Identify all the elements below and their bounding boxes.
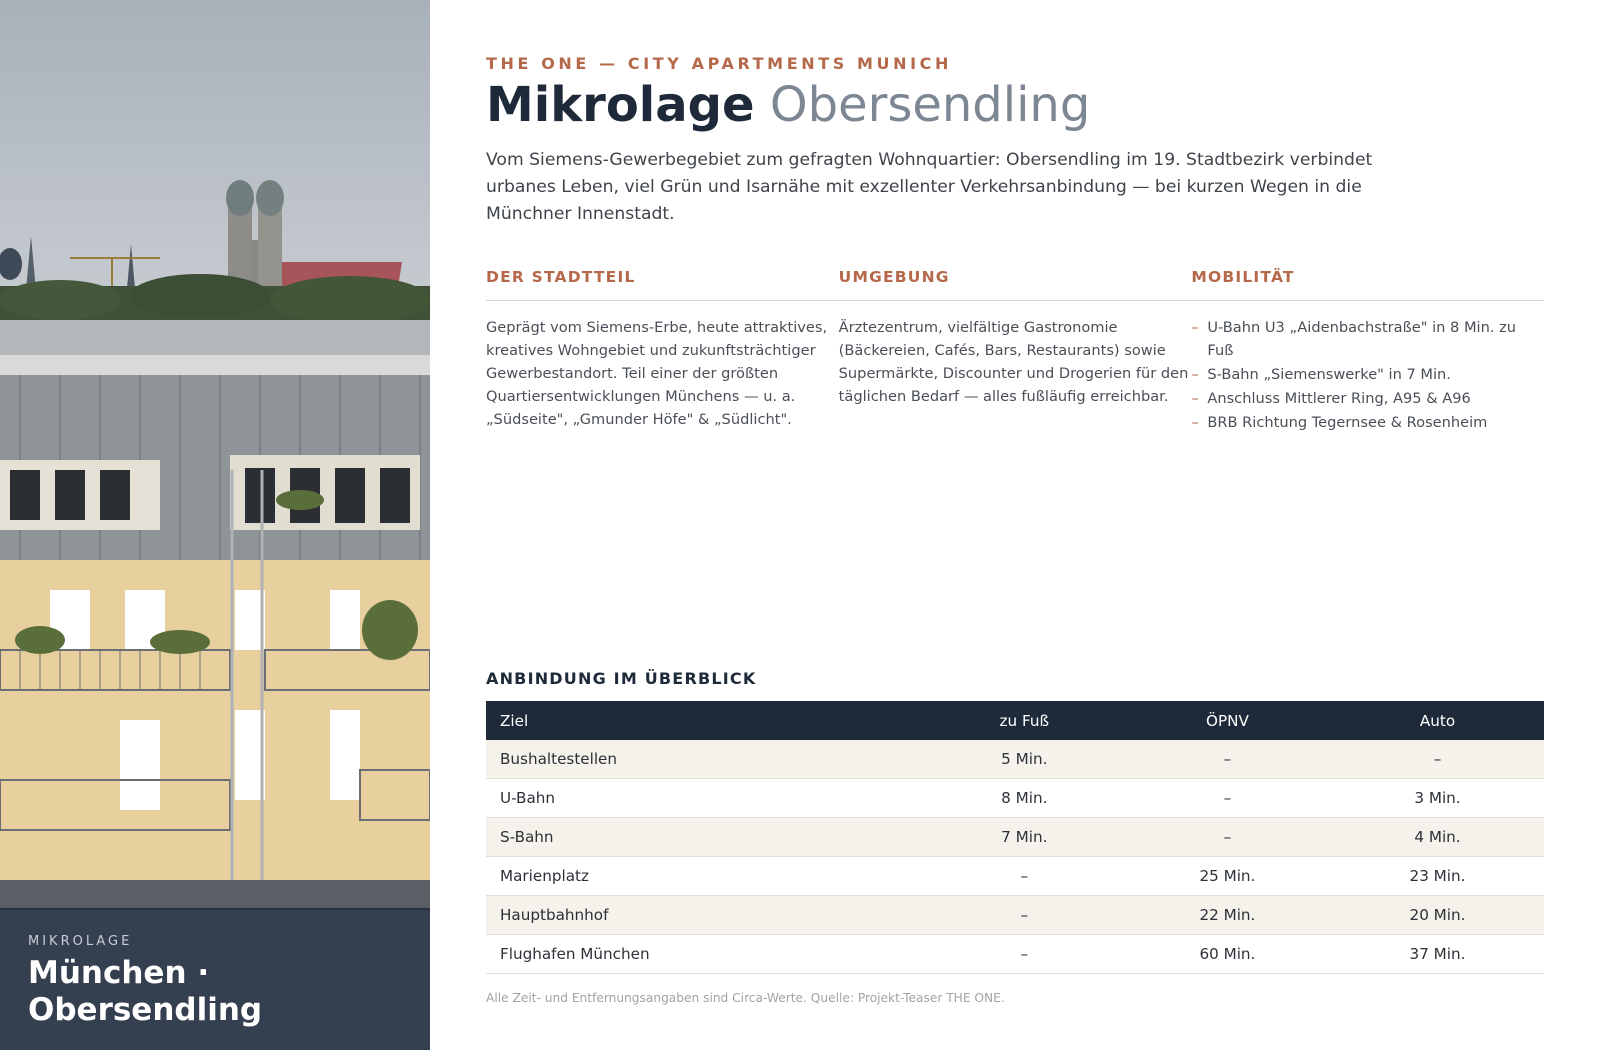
bullet-dash: – [1191,414,1199,431]
cell-car: – [1331,740,1544,779]
heading-umgebung: UMGEBUNG [838,268,950,286]
mobility-item [1191,316,1544,362]
cell-car: 4 Min. [1331,818,1544,857]
photo-kicker: MIKROLAGE [28,934,133,949]
info-column-bodies [486,316,1544,435]
cell-walk: – [925,857,1124,896]
mobility-item-text: U-Bahn U3 „Aidenbachstraße" in 8 Min. zu Fuß [1207,319,1517,359]
cell-car: 3 Min. [1331,779,1544,818]
mobility-item [1191,411,1544,434]
table-header-row [486,701,1544,740]
cell-car: 37 Min. [1331,935,1544,974]
cell-destination: S-Bahn [486,818,925,857]
mobility-item [1191,387,1544,410]
cell-transit: – [1124,740,1331,779]
mobility-list [1191,316,1544,434]
mobility-item [1191,363,1544,386]
column-header-zu-fuss: zu Fuß [925,701,1124,740]
mobility-item-text: Anschluss Mittlerer Ring, A95 & A96 [1207,390,1471,407]
heading-mobilitaet: MOBILITÄT [1191,268,1295,286]
cell-car: 23 Min. [1331,857,1544,896]
source-footnote: Alle Zeit- und Entfernungsangaben sind Circa-Werte. Quelle: Projekt-Teaser THE ONE. [486,991,1005,1005]
cell-transit: – [1124,779,1331,818]
mobility-list-wrapper [1191,316,1544,435]
cell-destination: Marienplatz [486,857,925,896]
cell-transit: 25 Min. [1124,857,1331,896]
info-columns [486,268,1544,435]
text-stadtteil: Geprägt vom Siemens-Erbe, heute attraktives, kreatives Wohngebiet und zukunftsträchtiger Gewerbestandort. Teil einer der größten Quartiersentwicklungen Münchens — u. a. „Südseite", „Gmunder Höfe" & „Südlicht". [486,319,828,428]
page-title-light: Obersendling [769,77,1091,133]
cell-transit: 22 Min. [1124,896,1331,935]
page-title [486,76,1090,134]
column-header-auto: Auto [1331,701,1544,740]
bullet-dash: – [1191,319,1199,336]
cell-destination: Flughafen München [486,935,925,974]
info-column-headings [486,268,1544,301]
mobility-item-text: S-Bahn „Siemenswerke" in 7 Min. [1207,366,1451,383]
cell-destination: U-Bahn [486,779,925,818]
table-row [486,896,1544,935]
table-row [486,935,1544,974]
cell-walk: – [925,935,1124,974]
obersendling-skyline-illustration [0,0,430,1050]
connections-heading: ANBINDUNG IM ÜBERBLICK [486,669,757,688]
location-photo [0,0,430,1050]
heading-stadtteil: DER STADTTEIL [486,268,636,286]
intro-paragraph: Vom Siemens-Gewerbegebiet zum gefragten Wohnquartier: Obersendling im 19. Stadtbezirk verbindet urbanes Leben, viel Grün und Isarnähe mit exzellenter Verkehrsanbindung — bei kurzen Wegen in die Münchner Innenstadt. [486,150,1373,224]
page-title-strong: Mikrolage [486,77,755,133]
cell-transit: – [1124,818,1331,857]
cell-destination: Bushaltestellen [486,740,925,779]
table-row [486,740,1544,779]
table-row [486,818,1544,857]
mobility-item-text: BRB Richtung Tegernsee & Rosenheim [1207,414,1488,431]
connections-table [486,701,1544,974]
column-header-oepnv: ÖPNV [1124,701,1331,740]
table-row [486,779,1544,818]
bullet-dash: – [1191,366,1199,383]
cell-walk: 7 Min. [925,818,1124,857]
cell-walk: 5 Min. [925,740,1124,779]
photo-caption [0,908,430,1050]
table-row [486,857,1544,896]
bullet-dash: – [1191,390,1199,407]
photo-place-name: München · Obersendling [28,955,263,1028]
cell-walk: 8 Min. [925,779,1124,818]
text-umgebung: Ärztezentrum, vielfältige Gastronomie (Bäckereien, Cafés, Bars, Restaurants) sowie Supermärkte, Discounter und Drogerien für den täglichen Bedarf — alles fußläufig erreichbar. [838,319,1189,405]
project-eyebrow: THE ONE — CITY APARTMENTS MUNICH [486,54,953,73]
cell-transit: 60 Min. [1124,935,1331,974]
cell-car: 20 Min. [1331,896,1544,935]
cell-walk: – [925,896,1124,935]
cell-destination: Hauptbahnhof [486,896,925,935]
column-header-ziel: Ziel [486,701,925,740]
